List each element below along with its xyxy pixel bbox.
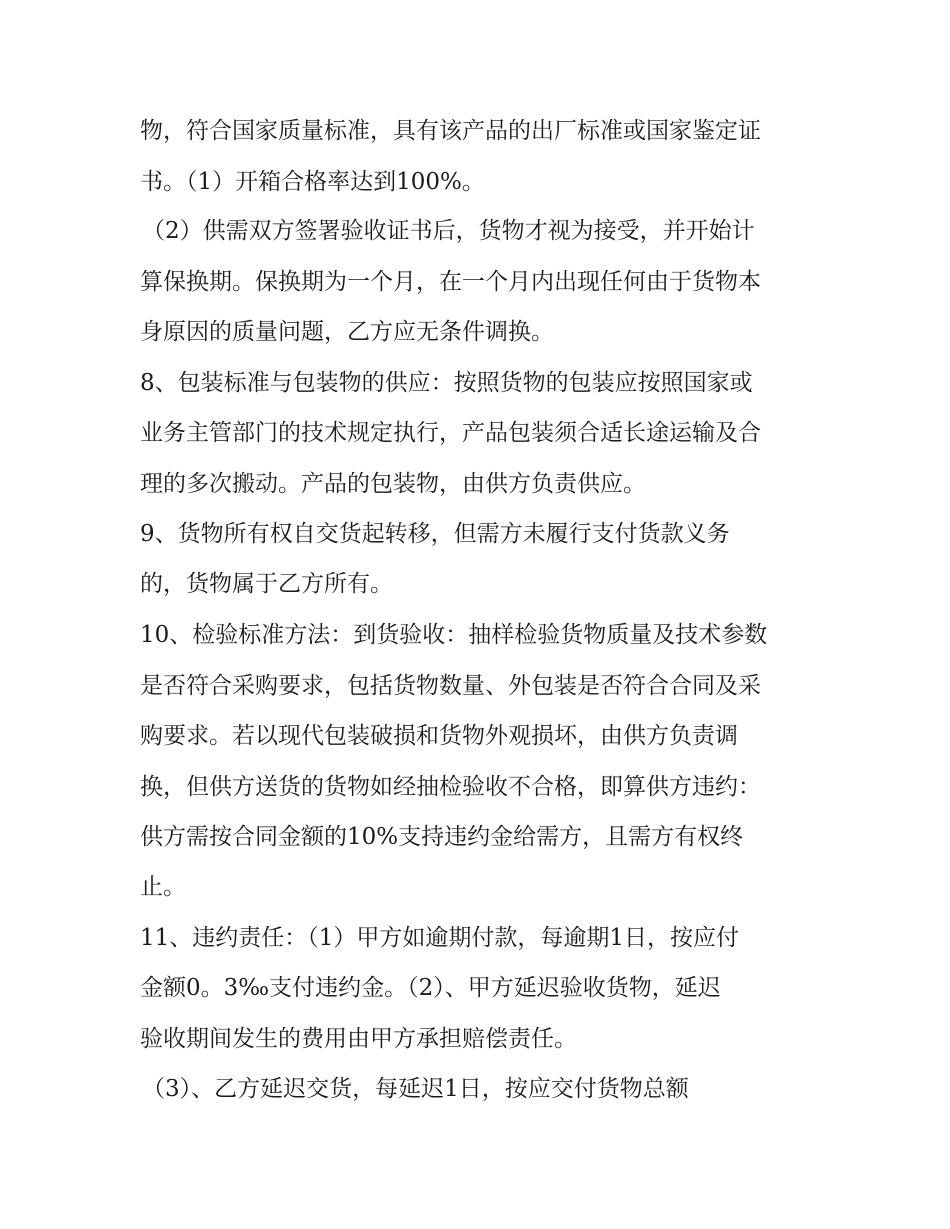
text-line: 购要求。若以现代包装破损和货物外观损坏，由供方负责调	[140, 723, 738, 749]
text-line: 书。（1）开箱合格率达到100%。	[140, 169, 485, 195]
text-line: 供方需按合同金额的10%支持违约金给需方，且需方有权终	[140, 824, 744, 850]
text-line: 物，符合国家质量标准，具有该产品的出厂标准或国家鉴定证	[140, 118, 761, 144]
text-line: 10、检验标准方法：到货验收：抽样检验货物质量及技术参数	[140, 622, 768, 648]
text-line: 验收期间发生的费用由甲方承担赔偿责任。	[140, 1026, 577, 1052]
text-line: 身原因的质量问题，乙方应无条件调换。	[140, 319, 554, 345]
text-line: 止。	[140, 874, 186, 900]
text-line: 换，但供方送货的货物如经抽检验收不合格，即算供方违约：	[140, 774, 761, 800]
text-line: （3）、乙方延迟交货，每延迟1日，按应交付货物总额	[142, 1076, 689, 1102]
text-line: 11、违约责任：（1）甲方如逾期付款，每逾期1日，按应付	[140, 925, 740, 951]
text-line: 理的多次搬动。产品的包装物，由供方负责供应。	[140, 471, 646, 497]
text-line: 是否符合采购要求，包括货物数量、外包装是否符合合同及采	[140, 673, 761, 699]
text-line: 8、包装标准与包装物的供应：按照货物的包装应按照国家或	[140, 370, 753, 396]
text-line: 9、货物所有权自交货起转移，但需方未履行支付货款义务	[140, 521, 730, 547]
text-line: 金额0。3‰支付违约金。（2）、甲方延迟验收货物，延迟	[140, 975, 721, 1001]
text-line: 的，货物属于乙方所有。	[140, 571, 393, 597]
text-line: 业务主管部门的技术规定执行，产品包装须合适长途运输及合	[140, 420, 761, 446]
text-line: 算保换期。保换期为一个月，在一个月内出现任何由于货物本	[140, 269, 761, 295]
text-line: （2）供需双方签署验收证书后，货物才视为接受，并开始计	[142, 218, 755, 244]
